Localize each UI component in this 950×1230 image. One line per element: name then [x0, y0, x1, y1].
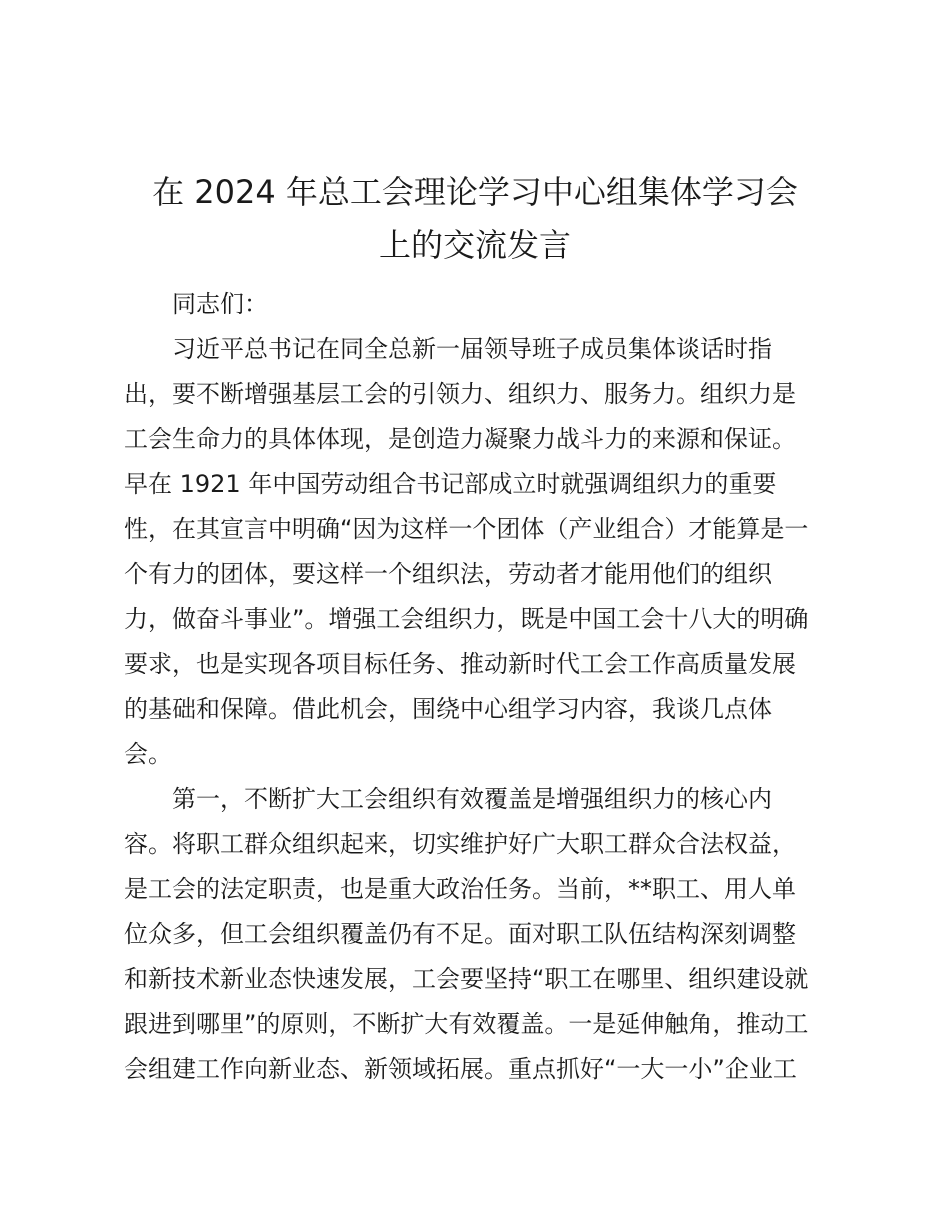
paragraph-line: 早在 1921 年中国劳动组合书记部成立时就强调组织力的重要 — [124, 470, 777, 498]
document-body — [124, 282, 844, 1092]
paragraph-line: 位众多，但工会组织覆盖仍有不足。面对职工队伍结构深刻调整 — [124, 920, 796, 948]
paragraph-line: 的基础和保障。借此机会，围绕中心组学习内容，我谈几点体 — [124, 695, 772, 723]
title-line-2: 上的交流发言 — [378, 226, 571, 264]
paragraph-line: 个有力的团体，要这样一个组织法，劳动者才能用他们的组织 — [124, 560, 772, 588]
paragraph-line: 会。 — [124, 740, 172, 768]
title-line-1: 在 2024 年总工会理论学习中心组集体学习会 — [152, 173, 798, 211]
paragraph-line: 要求，也是实现各项目标任务、推动新时代工会工作高质量发展 — [124, 650, 796, 678]
paragraph-2 — [124, 777, 844, 1092]
paragraph-line: 第一，不断扩大工会组织有效覆盖是增强组织力的核心内 — [172, 785, 772, 813]
paragraph-line: 跟进到哪里”的原则，不断扩大有效覆盖。一是延伸触角，推动工 — [124, 1010, 809, 1038]
paragraph-line: 工会生命力的具体体现，是创造力凝聚力战斗力的来源和保证。 — [124, 425, 796, 453]
paragraph-line: 容。将职工群众组织起来，切实维护好广大职工群众合法权益， — [124, 830, 796, 858]
paragraph-1 — [124, 327, 844, 777]
paragraph-line: 力，做奋斗事业”。增强工会组织力，既是中国工会十八大的明确 — [124, 605, 809, 633]
paragraph-line: 和新技术新业态快速发展，工会要坚持“职工在哪里、组织建设就 — [124, 965, 809, 993]
paragraph-line: 性，在其宣言中明确“因为这样一个团体（产业组合）才能算是一 — [124, 515, 809, 543]
paragraph-line: 是工会的法定职责，也是重大政治任务。当前，**职工、用人单 — [124, 875, 796, 903]
paragraph-line: 出，要不断增强基层工会的引领力、组织力、服务力。组织力是 — [124, 380, 796, 408]
paragraph-line: 会组建工作向新业态、新领域拓展。重点抓好“一大一小”企业工 — [124, 1055, 797, 1083]
salutation: 同志们： — [172, 290, 268, 318]
paragraph-line: 习近平总书记在同全总新一届领导班子成员集体谈话时指 — [172, 335, 772, 363]
document-title — [120, 166, 830, 272]
